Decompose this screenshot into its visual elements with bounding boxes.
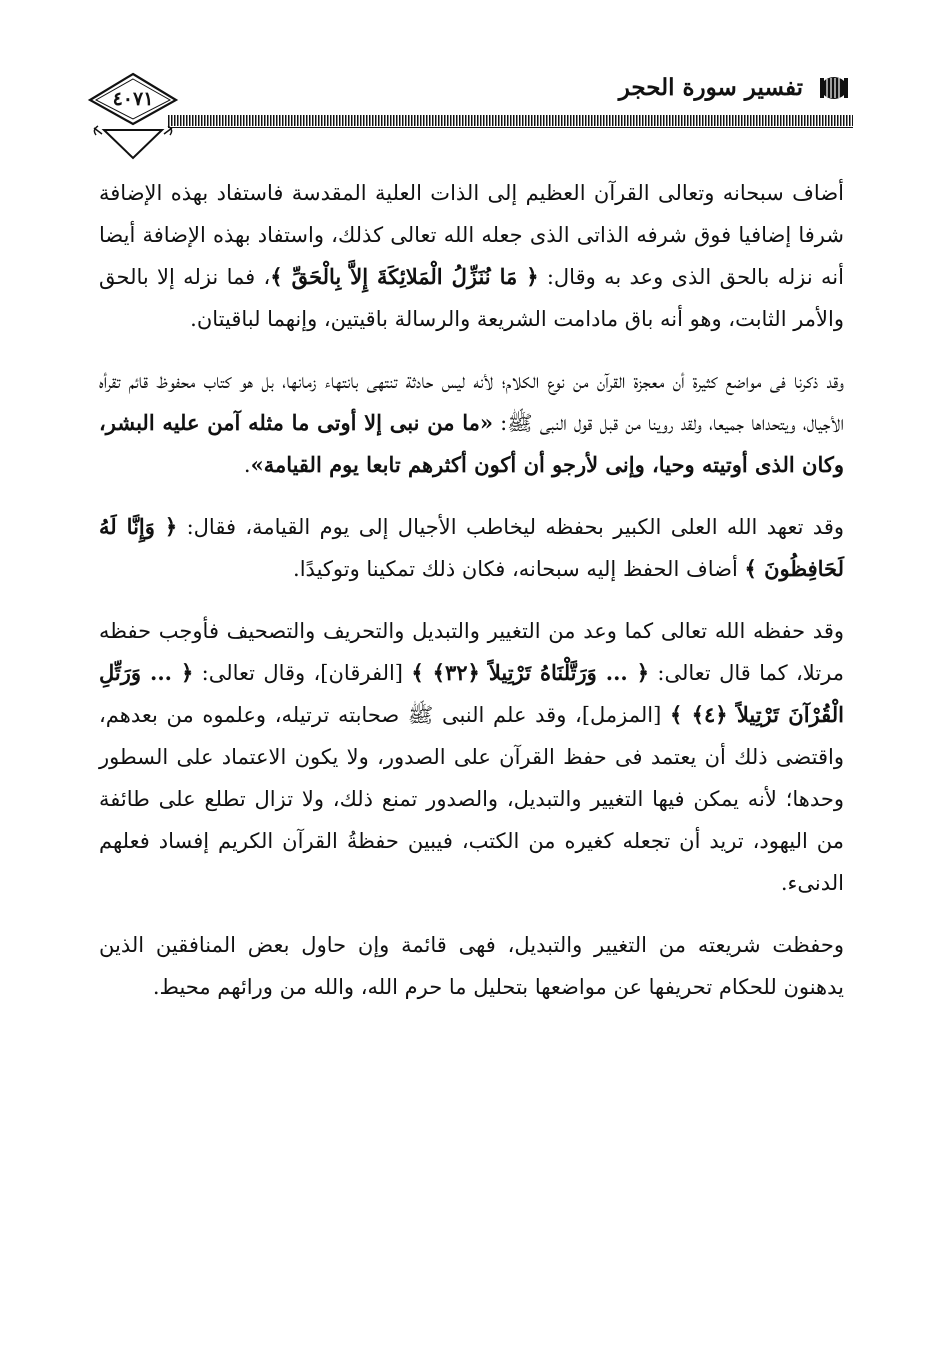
paragraph-text: ، فما نزله إلا بالحق والأمر الثابت، وهو أنه باق مادامت الشريعة والرسالة باقيتين، وإنهما لباقيتان. [99,265,844,331]
quran-quote: ﴿ مَا نُنَزِّلُ الْمَلائِكَةَ إِلاَّ بِالْحَقِّ ﴾ [270,264,539,289]
surah-reference: [الفرقان]، وقال تعالى: [193,661,412,685]
paragraph-text: . [243,453,251,477]
title-ornament-icon [816,74,852,102]
page-number: ٤٠٧١ [112,88,154,110]
header-rule [168,115,853,126]
paragraph-5 [99,924,844,1008]
page-header [0,0,928,170]
body-text [99,172,844,1028]
paragraph-text: [المزمل]، وقد علم النبى ﷺ صحابته ترتيله، وعلموه من بعدهم، واقتضى ذلك أن يعتمد فى حفظ القرآن على الصدور، ولا يكون الاعتماد على السطور وحدها؛ لأنه يمكن فيها التغيير والتبديل، والصدور تمنع ذلك، ولا تزال تطلع على طائفة من اليهود، تريد أن تجعله كغيره من الكتب، فيبين حفظةُ القرآن الكريم إفساد فعلهم الدنىء. [99,703,844,895]
paragraph-2 [99,360,844,486]
paragraph-3 [99,506,844,590]
paragraph-text: وقد تعهد الله العلى الكبير بحفظه ليخاطب الأجيال إلى يوم القيامة، فقال: [177,515,845,539]
quran-quote: ﴿ ... وَرَتِّلِ الْقُرْآنَ تَرْتِيلاً ﴿٤﴾ ﴾ [99,660,844,727]
running-title: تفسير سورة الحجر [618,74,803,101]
quran-quote: ﴿ ... وَرَتَّلْنَاهُ تَرْتِيلاً ﴿٣٢﴾ ﴾ [411,660,650,685]
paragraph-text: أضاف الحفظ إليه سبحانه، فكان ذلك تمكينا وتوكيدًا. [293,557,745,581]
header-rule-line [168,127,853,128]
paragraph-text: أضاف سبحانه وتعالى القرآن العظيم إلى الذات العلية المقدسة فاستفاد بهذه الإضافة شرفا إضافيا فوق شرفه الذاتى الذى جعله الله تعالى كذلك، واستفاد بهذه الإضافة أيضا أنه نزله بالحق الذى وعد به وقال: [99,181,844,289]
quran-quote: ﴿ وَإِنَّا لَهُ لَحَافِظُونَ ﴾ [99,514,844,581]
paragraph-text: وحفظت شريعته من التغيير والتبديل، فهى قائمة وإن حاول بعض المنافقين الذين يدهنون للحكام تحريفها عن مواضعها بتحليل ما حرم الله، والله من ورائهم محيط. [99,933,844,999]
paragraph-text: وقد ذكرنا فى مواضع كثيرة أن معجزة القرآن من نوع الكلام؛ لأنه ليس حادثة تنتهى بانتهاء زمانها، بل هو كتاب محفوظ قائم تقرأه الأجيال، ويتحداها جميعا، ولقد روينا من قبل قول النبى ﷺ: [99,369,845,435]
hadith-quote: «ما من نبى إلا أوتى ما مثله آمن عليه البشر، وكان الذى أوتيته وحيا، وإنى لأرجو أن أكون أكثرهم تابعا يوم القيامة» [99,410,844,477]
paragraph-text: وقد حفظه الله تعالى كما وعد من التغيير والتبديل والتحريف والتصحيف فأوجب حفظه مرتلا، كما قال تعالى: [99,619,845,685]
paragraph-1 [99,172,844,340]
paragraph-4 [99,610,844,904]
